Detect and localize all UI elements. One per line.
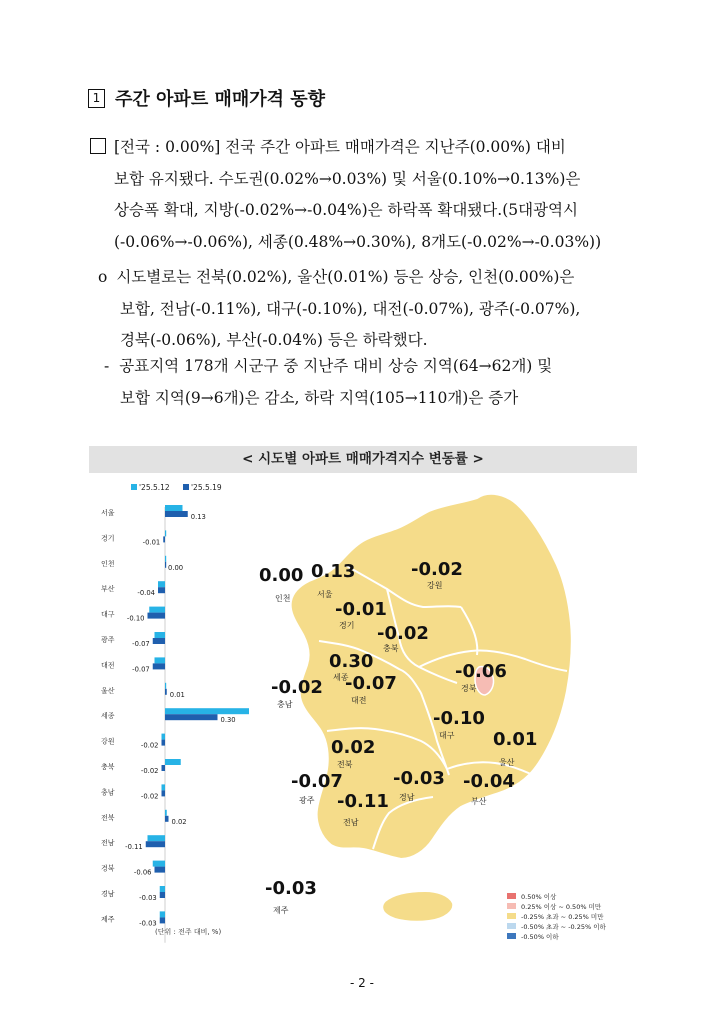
region-name-gyeongbuk: 경북: [461, 684, 477, 693]
region-value-gangwon: -0.02: [411, 559, 463, 580]
category-label: 광주: [101, 636, 115, 644]
bar-curr: [148, 613, 166, 619]
region-value-gwangju: -0.07: [291, 771, 343, 792]
bar-curr: [153, 638, 165, 644]
region-value-jeonbuk: 0.02: [331, 737, 376, 758]
category-label: 경북: [101, 864, 115, 873]
data-label: 0.02: [171, 817, 187, 826]
bar-prev: [158, 581, 165, 587]
region-name-gyeongnam: 경남: [399, 793, 415, 802]
region-value-gyeongnam: -0.03: [393, 768, 445, 789]
region-value-daejeon: -0.07: [345, 673, 397, 694]
data-label: -0.03: [139, 894, 157, 902]
bar-curr: [165, 562, 166, 568]
region-name-jeonnam: 전남: [343, 818, 359, 827]
legend-swatch: [507, 933, 516, 939]
bar-curr: [165, 689, 167, 695]
bar-curr: [146, 841, 165, 847]
bar-curr: [165, 511, 188, 517]
data-label: -0.07: [132, 640, 150, 648]
data-label: -0.02: [140, 741, 159, 750]
paragraph-line: 보합 유지됐다. 수도권(0.02%→0.03%) 및 서울(0.10%→0.13%)은: [114, 169, 581, 188]
category-label: 대전: [101, 661, 115, 670]
region-name-daejeon: 대전: [351, 696, 367, 705]
region-name-jeonbuk: 전북: [337, 760, 353, 769]
category-label: 부산: [101, 585, 115, 594]
legend-swatch: [183, 484, 189, 490]
bar-curr: [165, 714, 218, 720]
category-label: 경기: [101, 534, 115, 543]
data-label: -0.10: [126, 614, 145, 623]
data-label: -0.01: [142, 538, 161, 547]
category-label: 충남: [101, 788, 115, 797]
bar-prev: [165, 505, 183, 511]
data-label: -0.07: [132, 665, 150, 674]
bar-prev: [165, 759, 181, 765]
region-value-chungnam: -0.02: [271, 677, 323, 698]
paragraph-national: [90, 132, 638, 258]
data-label: -0.03: [139, 919, 157, 928]
bar-curr: [155, 867, 166, 873]
legend-swatch: [507, 923, 516, 929]
paragraph-line: o 시도별로는 전북(0.02%), 울산(0.01%) 등은 상승, 인천(0.00%)은: [98, 268, 575, 286]
bar-prev: [148, 835, 166, 841]
category-label: 전남: [101, 839, 115, 848]
page-number: - 2 -: [350, 976, 374, 990]
bar-curr: [162, 765, 166, 771]
section-heading: [88, 86, 325, 110]
dash-bullet-icon: -: [104, 357, 110, 375]
bar-chart: [89, 473, 249, 946]
paragraph-line: 보합, 전남(-0.11%), 대구(-0.10%), 대전(-0.07%), 광주(-0.07%),: [120, 299, 581, 318]
paragraph-line: 경북(-0.06%), 부산(-0.04%) 등은 하락했다.: [120, 331, 428, 349]
region-value-daegu: -0.10: [433, 708, 485, 729]
region-name-sejong: 세종: [333, 673, 349, 682]
category-label: 세종: [101, 712, 115, 721]
paragraph-line: [전국 : 0.00%] 전국 주간 아파트 매매가격은 지난주(0.00%) 대비: [90, 132, 638, 164]
bar-curr: [160, 917, 165, 923]
paragraph-districts: [104, 351, 638, 414]
paragraph-line: 상승폭 확대, 지방(-0.02%→-0.04%)은 하락폭 확대됐다.(5대광역시: [114, 201, 578, 219]
bar-prev: [153, 861, 165, 867]
legend-label: -0.25% 초과 ~ 0.25% 미만: [521, 913, 604, 921]
legend-label: -0.50% 이하: [521, 933, 559, 941]
bar-curr: [153, 663, 165, 669]
bar-curr: [162, 740, 166, 746]
legend-swatch: [507, 903, 516, 909]
region-value-ulsan: 0.01: [493, 729, 538, 750]
category-label: 강원: [101, 737, 115, 746]
data-label: -0.11: [125, 843, 143, 852]
region-value-jeju: -0.03: [265, 878, 317, 899]
data-label: 0.30: [220, 716, 236, 725]
region-name-gwangju: 광주: [299, 796, 315, 805]
bar-prev: [160, 911, 165, 917]
region-value-busan: -0.04: [463, 771, 515, 792]
section-title: 주간 아파트 매매가격 동향: [115, 89, 326, 110]
bar-prev: [162, 784, 166, 790]
legend-swatch: [131, 484, 137, 490]
bar-prev: [165, 530, 166, 536]
category-label: 제주: [101, 915, 115, 924]
region-name-busan: 부산: [471, 797, 487, 806]
category-label: 충북: [101, 763, 115, 771]
bar-prev: [165, 683, 166, 689]
legend-swatch: [507, 893, 516, 899]
jeju-shape: [382, 891, 453, 922]
data-label: 0.13: [190, 513, 206, 521]
checkbox-bullet-icon: [90, 138, 106, 154]
region-name-chungbuk: 충북: [383, 644, 399, 653]
paragraph-line: - 공표지역 178개 시군구 중 지난주 대비 상승 지역(64→62개) 및: [104, 357, 553, 375]
paragraph-line: 보합 지역(9→6개)은 감소, 하락 지역(105→110개)은 증가: [120, 388, 519, 407]
bar-curr: [162, 790, 166, 796]
bar-prev: [165, 810, 167, 816]
figure-title: < 시도별 아파트 매매가격지수 변동률 >: [89, 446, 637, 473]
bar-prev: [160, 886, 165, 892]
circle-bullet-icon: o: [98, 268, 108, 286]
region-name-chungnam: 충남: [277, 700, 293, 709]
category-label: 울산: [101, 686, 115, 695]
legend-swatch: [507, 913, 516, 919]
figure-panel: [89, 446, 637, 946]
region-name-seoul: 서울: [317, 590, 333, 599]
region-value-jeonnam: -0.11: [337, 791, 389, 812]
paragraph-line: (-0.06%→-0.06%), 세종(0.48%→0.30%), 8개도(-0.02%→-0.03%)): [114, 232, 602, 251]
bar-prev: [165, 556, 166, 562]
region-value-chungbuk: -0.02: [377, 623, 429, 644]
region-name-gangwon: 강원: [427, 581, 443, 590]
data-label: -0.02: [140, 792, 159, 801]
bar-prev: [162, 734, 166, 740]
legend-label: -0.50% 초과 ~ -0.25% 이하: [521, 923, 606, 931]
category-label: 경남: [101, 890, 115, 898]
region-value-sejong: 0.30: [329, 651, 374, 672]
region-name-incheon: 인천: [275, 594, 291, 603]
data-label: 0.00: [168, 563, 184, 572]
category-label: 전북: [101, 813, 115, 822]
bar-prev: [155, 657, 166, 663]
data-label: -0.04: [137, 589, 155, 598]
bar-prev: [149, 607, 165, 613]
bar-curr: [163, 536, 165, 542]
legend-label: 0.25% 이상 ~ 0.50% 미만: [521, 903, 602, 911]
data-label: 0.01: [169, 690, 185, 699]
category-label: 대구: [101, 610, 115, 619]
korea-map: [249, 473, 637, 946]
region-value-seoul: 0.13: [311, 561, 356, 582]
region-value-gyeonggi: -0.01: [335, 599, 387, 620]
legend-label: '25.5.12: [139, 483, 170, 492]
legend-label: 0.50% 이상: [521, 893, 557, 901]
bar-curr: [158, 587, 165, 593]
bar-prev: [165, 708, 249, 714]
bar-curr: [160, 892, 165, 898]
data-label: -0.02: [140, 767, 159, 775]
region-name-ulsan: 울산: [499, 758, 515, 767]
category-label: 인천: [101, 559, 115, 568]
legend-label: '25.5.19: [191, 483, 222, 492]
section-number-box: 1: [88, 89, 105, 108]
region-name-daegu: 대구: [439, 731, 455, 740]
bar-curr: [165, 816, 169, 822]
region-value-gyeongbuk: -0.06: [455, 661, 507, 682]
region-value-incheon: 0.00: [259, 565, 304, 586]
category-label: 서울: [101, 509, 115, 517]
region-name-jeju: 제주: [273, 906, 289, 915]
unit-note: (단위 : 전주 대비, %): [155, 928, 222, 936]
bar-prev: [155, 632, 166, 638]
paragraph-regional: [98, 262, 638, 357]
data-label: -0.06: [133, 868, 152, 877]
region-name-gyeonggi: 경기: [339, 621, 355, 630]
